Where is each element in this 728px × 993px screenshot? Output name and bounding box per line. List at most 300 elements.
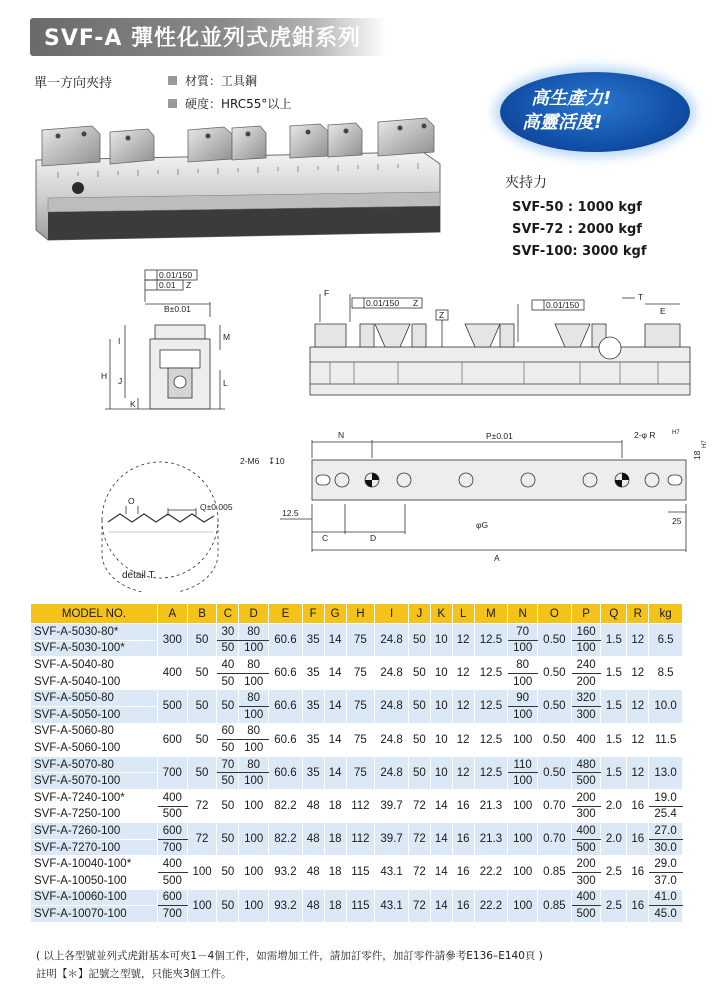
model-cell: SVF-A-7260-100 <box>31 823 158 840</box>
tolerance-flat-label: 0.01 <box>159 280 176 290</box>
cell-c: 50 <box>217 889 239 922</box>
cell-g: 14 <box>324 690 346 723</box>
cell-r: 16 <box>627 889 649 922</box>
cell-d: 100 <box>239 823 269 856</box>
cell-c: 30 <box>217 624 239 641</box>
cell-n: 110 <box>508 756 538 773</box>
clamping-force-svf100: SVF-100: 3000 kgf <box>512 244 647 259</box>
cell-g: 14 <box>324 624 346 657</box>
cell-l: 16 <box>452 889 474 922</box>
model-cell: SVF-A-5060-100 <box>31 740 158 757</box>
vise-product-photo <box>28 112 448 252</box>
cell-r: 12 <box>627 624 649 657</box>
dim-18-label: 18 <box>692 450 702 460</box>
dim-m-label: M <box>223 332 231 342</box>
detail-t-caption: detail T <box>122 570 155 581</box>
cell-m: 12.5 <box>474 723 508 756</box>
cell-k: 10 <box>430 756 452 789</box>
spec-hardness: 硬度：HRC55°以上 <box>168 95 291 112</box>
cell-b: 100 <box>187 856 217 889</box>
cell-n: 100 <box>508 673 538 690</box>
detail-t-drawing <box>102 462 218 592</box>
cell-f: 35 <box>302 723 324 756</box>
table-row <box>31 889 683 906</box>
cell-g: 14 <box>324 756 346 789</box>
cell-kg: 30.0 <box>649 839 683 856</box>
cell-k: 14 <box>430 856 452 889</box>
table-row <box>31 624 683 641</box>
cell-i: 24.8 <box>375 756 409 789</box>
cell-b: 50 <box>187 690 217 723</box>
end-view-drawing <box>105 270 225 409</box>
cell-h: 75 <box>346 756 375 789</box>
cell-d: 100 <box>239 740 269 757</box>
dim-m6-label: 2-M6 <box>240 456 260 466</box>
cell-e: 60.6 <box>269 723 303 756</box>
dim-n-label: N <box>338 430 345 440</box>
cell-q: 1.5 <box>601 756 627 789</box>
cell-h: 115 <box>346 889 375 922</box>
cell-l: 16 <box>452 789 474 822</box>
dim-a-label: A <box>494 553 500 563</box>
cell-d: 100 <box>239 889 269 922</box>
table-row <box>31 856 683 873</box>
cell-l: 12 <box>452 690 474 723</box>
dim-f-label: F <box>324 288 330 298</box>
cell-l: 12 <box>452 657 474 690</box>
model-cell: SVF-A-10070-100 <box>31 906 158 923</box>
cell-kg: 13.0 <box>649 756 683 789</box>
cell-c: 60 <box>217 723 239 740</box>
header-cell: H <box>346 604 375 624</box>
cell-c: 50 <box>217 690 239 723</box>
cell-p: 200 <box>571 673 601 690</box>
cell-d: 80 <box>239 690 269 707</box>
dim-o-label: O <box>128 496 135 506</box>
header-cell: D <box>239 604 269 624</box>
cell-m: 21.3 <box>474 823 508 856</box>
cell-p: 200 <box>571 856 601 873</box>
cell-p: 240 <box>571 657 601 674</box>
cell-o: 0.85 <box>538 889 572 922</box>
cell-j: 72 <box>408 823 430 856</box>
cell-c: 50 <box>217 740 239 757</box>
bullet-square-icon <box>168 76 177 85</box>
cell-l: 16 <box>452 823 474 856</box>
header-cell: E <box>269 604 303 624</box>
cell-m: 22.2 <box>474 856 508 889</box>
cell-a: 600 <box>157 889 187 906</box>
cell-m: 12.5 <box>474 690 508 723</box>
top-view-drawing <box>280 440 686 552</box>
cell-k: 10 <box>430 723 452 756</box>
tolerance-parallel-label: 0.01/150 <box>159 270 193 280</box>
table-row <box>31 756 683 773</box>
model-cell: SVF-A-5070-100 <box>31 773 158 790</box>
cell-n: 100 <box>508 706 538 723</box>
cell-l: 12 <box>452 723 474 756</box>
cell-q: 1.5 <box>601 657 627 690</box>
cell-i: 39.7 <box>375 823 409 856</box>
dim-12-5-label: 12.5 <box>282 508 299 518</box>
cell-h: 112 <box>346 823 375 856</box>
cell-k: 10 <box>430 690 452 723</box>
cell-r: 16 <box>627 823 649 856</box>
cell-o: 0.50 <box>538 756 572 789</box>
cell-j: 50 <box>408 657 430 690</box>
cell-g: 18 <box>324 889 346 922</box>
cell-f: 35 <box>302 756 324 789</box>
cell-b: 72 <box>187 789 217 822</box>
cell-p: 400 <box>571 823 601 840</box>
cell-f: 48 <box>302 856 324 889</box>
model-cell: SVF-A-5070-80 <box>31 756 158 773</box>
header-cell: M <box>474 604 508 624</box>
cell-h: 112 <box>346 789 375 822</box>
detail-t-marker: T <box>638 292 644 302</box>
cell-c: 50 <box>217 823 239 856</box>
cell-d: 100 <box>239 673 269 690</box>
dim-q-label: Q±0.005 <box>200 502 233 512</box>
cell-r: 12 <box>627 657 649 690</box>
cell-kg: 11.5 <box>649 723 683 756</box>
cell-kg: 27.0 <box>649 823 683 840</box>
cell-d: 80 <box>239 657 269 674</box>
dim-j-label: J <box>118 376 123 386</box>
cell-b: 100 <box>187 889 217 922</box>
cell-c: 50 <box>217 773 239 790</box>
cell-kg: 6.5 <box>649 624 683 657</box>
cell-p: 500 <box>571 839 601 856</box>
model-cell: SVF-A-5030-100* <box>31 640 158 657</box>
model-cell: SVF-A-5050-100 <box>31 706 158 723</box>
dim-g-label: φG <box>476 520 489 530</box>
cell-n: 80 <box>508 657 538 674</box>
header-cell: B <box>187 604 217 624</box>
cell-b: 50 <box>187 756 217 789</box>
cell-i: 24.8 <box>375 723 409 756</box>
cell-p: 400 <box>571 889 601 906</box>
cell-kg: 8.5 <box>649 657 683 690</box>
cell-n: 100 <box>508 789 538 822</box>
cell-e: 60.6 <box>269 624 303 657</box>
cell-r: 12 <box>627 723 649 756</box>
header-cell: R <box>627 604 649 624</box>
header-cell: Q <box>601 604 627 624</box>
cell-c: 50 <box>217 640 239 657</box>
cell-r: 12 <box>627 690 649 723</box>
header-cell: I <box>375 604 409 624</box>
cell-p: 500 <box>571 773 601 790</box>
cell-p: 200 <box>571 789 601 806</box>
cell-i: 24.8 <box>375 624 409 657</box>
cell-h: 75 <box>346 723 375 756</box>
cell-j: 50 <box>408 624 430 657</box>
cell-c: 70 <box>217 756 239 773</box>
cell-m: 12.5 <box>474 756 508 789</box>
cell-d: 80 <box>239 756 269 773</box>
cell-a: 600 <box>157 723 187 756</box>
dim-l-label: L <box>223 378 228 388</box>
cell-g: 18 <box>324 823 346 856</box>
cell-kg: 29.0 <box>649 856 683 873</box>
cell-p: 500 <box>571 906 601 923</box>
clamping-force-svf72: SVF-72 : 2000 kgf <box>512 222 642 237</box>
cell-e: 93.2 <box>269 856 303 889</box>
cell-b: 50 <box>187 657 217 690</box>
model-cell: SVF-A-5040-80 <box>31 657 158 674</box>
dim-p-label: P±0.01 <box>486 431 513 441</box>
cell-c: 50 <box>217 673 239 690</box>
header-cell: K <box>430 604 452 624</box>
cell-p: 300 <box>571 806 601 823</box>
dim-h-label: H <box>101 371 108 381</box>
cell-l: 12 <box>452 756 474 789</box>
cell-n: 100 <box>508 723 538 756</box>
cell-b: 72 <box>187 823 217 856</box>
bullet-square-icon <box>168 99 177 108</box>
header-cell: C <box>217 604 239 624</box>
dim-i-label: I <box>118 336 121 346</box>
cell-a: 500 <box>157 690 187 723</box>
cell-q: 1.5 <box>601 624 627 657</box>
cell-k: 10 <box>430 657 452 690</box>
cell-g: 18 <box>324 789 346 822</box>
cell-o: 0.70 <box>538 789 572 822</box>
cell-h: 115 <box>346 856 375 889</box>
cell-a: 400 <box>157 856 187 873</box>
model-cell: SVF-A-5030-80* <box>31 624 158 641</box>
cell-n: 90 <box>508 690 538 707</box>
table-body <box>31 624 683 923</box>
cell-a: 500 <box>157 806 187 823</box>
cell-n: 100 <box>508 640 538 657</box>
model-cell: SVF-A-7270-100 <box>31 839 158 856</box>
table-header-row <box>31 604 683 624</box>
cell-kg: 41.0 <box>649 889 683 906</box>
badge-line-1: 高生產力! <box>531 88 612 109</box>
badge-line-2: 高靈活度! <box>522 112 603 133</box>
cell-m: 12.5 <box>474 657 508 690</box>
cell-c: 50 <box>217 856 239 889</box>
cell-a: 400 <box>157 657 187 690</box>
cell-h: 75 <box>346 657 375 690</box>
clamping-direction-label: 單一方向夾持 <box>34 76 113 91</box>
cell-o: 0.50 <box>538 624 572 657</box>
header-cell: G <box>324 604 346 624</box>
cell-d: 80 <box>239 624 269 641</box>
header-cell: MODEL NO. <box>31 604 158 624</box>
cell-a: 500 <box>157 872 187 889</box>
cell-e: 82.2 <box>269 823 303 856</box>
cell-d: 80 <box>239 723 269 740</box>
cell-j: 50 <box>408 756 430 789</box>
header-cell: A <box>157 604 187 624</box>
model-cell: SVF-A-10050-100 <box>31 872 158 889</box>
cell-q: 2.0 <box>601 789 627 822</box>
cell-i: 43.1 <box>375 856 409 889</box>
cell-q: 1.5 <box>601 690 627 723</box>
cell-o: 0.85 <box>538 856 572 889</box>
table-row <box>31 657 683 674</box>
header-cell: F <box>302 604 324 624</box>
cell-p: 160 <box>571 624 601 641</box>
cell-l: 16 <box>452 856 474 889</box>
header-cell: O <box>538 604 572 624</box>
cell-j: 50 <box>408 723 430 756</box>
cell-q: 2.5 <box>601 856 627 889</box>
cell-e: 60.6 <box>269 657 303 690</box>
cell-p: 320 <box>571 690 601 707</box>
cell-o: 0.50 <box>538 723 572 756</box>
cell-m: 22.2 <box>474 889 508 922</box>
cell-c: 50 <box>217 789 239 822</box>
cell-b: 50 <box>187 723 217 756</box>
cell-g: 14 <box>324 657 346 690</box>
cell-l: 12 <box>452 624 474 657</box>
cell-a: 700 <box>157 906 187 923</box>
cell-n: 100 <box>508 773 538 790</box>
cell-m: 12.5 <box>474 624 508 657</box>
cell-e: 60.6 <box>269 756 303 789</box>
header-cell: kg <box>649 604 683 624</box>
cell-f: 48 <box>302 789 324 822</box>
footnote-capacity: ( 以上各型號並列式虎鉗基本可夾1－4個工件，如需增加工件，請加訂零件，加訂零件請參考E136–E140頁 ) <box>36 950 543 962</box>
cell-g: 14 <box>324 723 346 756</box>
cell-p: 400 <box>571 723 601 756</box>
cell-kg: 25.4 <box>649 806 683 823</box>
page-title: SVF-A 彈性化並列式虎鉗系列 <box>44 26 362 51</box>
dim-25-label: 25 <box>672 516 682 526</box>
cell-f: 48 <box>302 889 324 922</box>
dim-d-label: D <box>370 533 377 543</box>
clamping-force-title: 夾持力 <box>505 175 547 191</box>
cell-o: 0.50 <box>538 657 572 690</box>
cell-kg: 45.0 <box>649 906 683 923</box>
cell-kg: 10.0 <box>649 690 683 723</box>
spec-material: 材質：工具鋼 <box>168 72 257 89</box>
cell-n: 100 <box>508 856 538 889</box>
header-cell: L <box>452 604 474 624</box>
cell-q: 2.0 <box>601 823 627 856</box>
table-row <box>31 690 683 707</box>
header-cell: J <box>408 604 430 624</box>
model-cell: SVF-A-7240-100* <box>31 789 158 806</box>
cell-p: 300 <box>571 706 601 723</box>
cell-a: 400 <box>157 789 187 806</box>
cell-o: 0.70 <box>538 823 572 856</box>
dim-r-label: 2-φ R <box>634 430 656 440</box>
cell-k: 14 <box>430 789 452 822</box>
header-cell: N <box>508 604 538 624</box>
model-cell: SVF-A-10060-100 <box>31 889 158 906</box>
cell-n: 100 <box>508 889 538 922</box>
cell-b: 50 <box>187 624 217 657</box>
cell-i: 24.8 <box>375 657 409 690</box>
tolerance-front-2: 0.01/150 <box>546 300 580 310</box>
specification-table <box>30 603 683 923</box>
model-cell: SVF-A-10040-100* <box>31 856 158 873</box>
clamping-force-svf50: SVF-50 : 1000 kgf <box>512 200 642 215</box>
cell-f: 35 <box>302 624 324 657</box>
cell-j: 72 <box>408 856 430 889</box>
dim-r-tolerance: H7 <box>672 430 680 436</box>
cell-n: 70 <box>508 624 538 641</box>
cell-f: 48 <box>302 823 324 856</box>
cell-f: 35 <box>302 657 324 690</box>
cell-j: 72 <box>408 889 430 922</box>
cell-q: 1.5 <box>601 723 627 756</box>
cell-a: 300 <box>157 624 187 657</box>
cell-f: 35 <box>302 690 324 723</box>
dim-b-label: B±0.01 <box>164 304 191 314</box>
vise-engraving: SVF7200 <box>370 207 397 214</box>
table-row <box>31 723 683 740</box>
model-cell: SVF-A-5060-80 <box>31 723 158 740</box>
cell-a: 600 <box>157 823 187 840</box>
dim-e-label: E <box>660 306 666 316</box>
cell-e: 60.6 <box>269 690 303 723</box>
footnote-asterisk: 註明【＊】記號之型號，只能夾3個工件。 <box>36 968 232 980</box>
cell-r: 12 <box>627 756 649 789</box>
cell-a: 700 <box>157 756 187 789</box>
cell-j: 72 <box>408 789 430 822</box>
model-cell: SVF-A-7250-100 <box>31 806 158 823</box>
cell-m: 21.3 <box>474 789 508 822</box>
cell-q: 2.5 <box>601 889 627 922</box>
table-row <box>31 789 683 806</box>
tolerance-front-1-ref: Z <box>413 298 419 308</box>
dim-18-tolerance: H7 <box>702 440 708 448</box>
dim-k-label: K <box>130 399 136 409</box>
cell-e: 93.2 <box>269 889 303 922</box>
cell-p: 300 <box>571 872 601 889</box>
dim-m6-depth: ↧10 <box>268 456 285 466</box>
technical-drawings <box>0 262 728 592</box>
model-cell: SVF-A-5050-80 <box>31 690 158 707</box>
cell-kg: 19.0 <box>649 789 683 806</box>
cell-a: 700 <box>157 839 187 856</box>
cell-i: 24.8 <box>375 690 409 723</box>
table-row <box>31 823 683 840</box>
cell-d: 100 <box>239 706 269 723</box>
cell-kg: 37.0 <box>649 872 683 889</box>
tolerance-front-1: 0.01/150 <box>366 298 400 308</box>
cell-p: 480 <box>571 756 601 773</box>
cell-k: 10 <box>430 624 452 657</box>
cell-i: 43.1 <box>375 889 409 922</box>
cell-k: 14 <box>430 889 452 922</box>
cell-e: 82.2 <box>269 789 303 822</box>
cell-c: 40 <box>217 657 239 674</box>
datum-z-label: Z <box>439 310 445 320</box>
header-cell: P <box>571 604 601 624</box>
cell-h: 75 <box>346 690 375 723</box>
cell-j: 50 <box>408 690 430 723</box>
cell-d: 100 <box>239 856 269 889</box>
cell-d: 100 <box>239 640 269 657</box>
cell-h: 75 <box>346 624 375 657</box>
dim-c-label: C <box>322 533 329 543</box>
cell-d: 100 <box>239 773 269 790</box>
cell-r: 16 <box>627 789 649 822</box>
cell-p: 100 <box>571 640 601 657</box>
model-cell: SVF-A-5040-100 <box>31 673 158 690</box>
tolerance-flat-ref: Z <box>186 280 192 290</box>
cell-k: 14 <box>430 823 452 856</box>
cell-d: 100 <box>239 789 269 822</box>
cell-i: 39.7 <box>375 789 409 822</box>
